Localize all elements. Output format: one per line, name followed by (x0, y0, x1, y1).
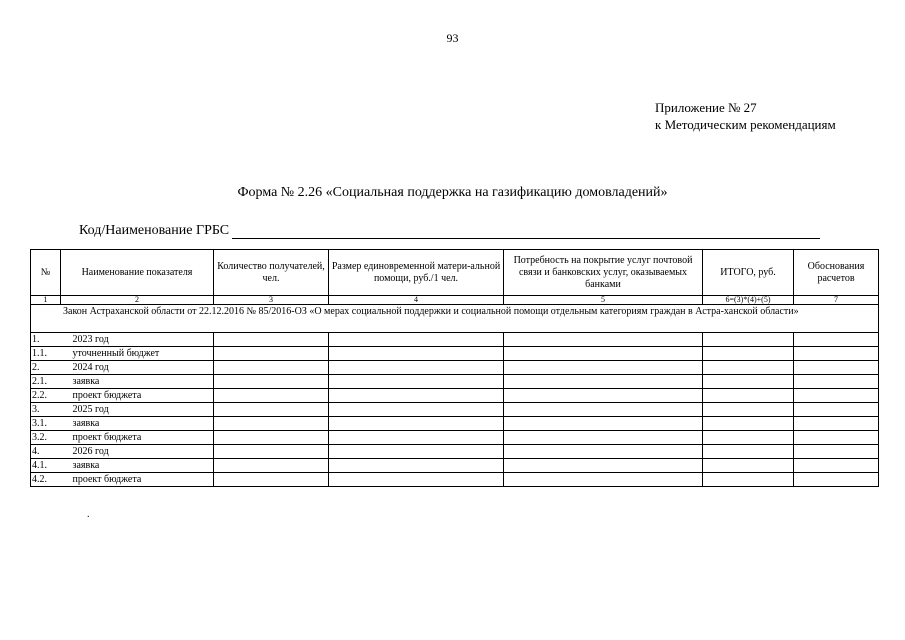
row-number: 2. (31, 361, 61, 375)
form-title: Форма № 2.26 «Социальная поддержка на газификацию домовладений» (237, 185, 668, 200)
appendix-reference (655, 99, 836, 133)
column-number: 2 (61, 296, 214, 305)
empty-cell (214, 459, 329, 473)
table-header-row (31, 250, 879, 296)
header-cell: Наименование показателя (61, 250, 214, 296)
row-name: проект бюджета (61, 389, 214, 403)
empty-cell (214, 347, 329, 361)
header-cell: ИТОГО, руб. (703, 250, 794, 296)
empty-cell (794, 417, 879, 431)
empty-cell (703, 473, 794, 487)
empty-cell (504, 445, 703, 459)
empty-cell (794, 347, 879, 361)
row-name: 2024 год (61, 361, 214, 375)
empty-cell (504, 417, 703, 431)
row-name: 2026 год (61, 445, 214, 459)
grbs-field (79, 223, 820, 239)
law-row (31, 305, 879, 333)
empty-cell (703, 389, 794, 403)
column-number: 3 (214, 296, 329, 305)
empty-cell (794, 389, 879, 403)
row-name: проект бюджета (61, 431, 214, 445)
empty-cell (794, 473, 879, 487)
empty-cell (329, 375, 504, 389)
empty-cell (214, 389, 329, 403)
empty-cell (214, 417, 329, 431)
empty-cell (794, 375, 879, 389)
empty-cell (794, 459, 879, 473)
empty-cell (794, 445, 879, 459)
empty-cell (504, 473, 703, 487)
empty-cell (504, 361, 703, 375)
empty-cell (329, 389, 504, 403)
empty-cell (329, 333, 504, 347)
empty-cell (703, 361, 794, 375)
table-row (31, 347, 879, 361)
empty-cell (214, 445, 329, 459)
row-number: 4.1. (31, 459, 61, 473)
empty-cell (214, 403, 329, 417)
table-row (31, 361, 879, 375)
row-name: 2023 год (61, 333, 214, 347)
empty-cell (504, 389, 703, 403)
empty-cell (504, 347, 703, 361)
row-name: проект бюджета (61, 473, 214, 487)
row-name: заявка (61, 417, 214, 431)
header-cell: Количество получателей, чел. (214, 250, 329, 296)
empty-cell (329, 417, 504, 431)
empty-cell (504, 403, 703, 417)
row-name: 2025 год (61, 403, 214, 417)
row-number: 1.1. (31, 347, 61, 361)
appendix-line-1: Приложение № 27 (655, 100, 757, 115)
empty-cell (214, 431, 329, 445)
row-number: 2.1. (31, 375, 61, 389)
empty-cell (329, 361, 504, 375)
row-number: 3. (31, 403, 61, 417)
footnote-mark: . (87, 509, 90, 520)
column-number-row (31, 296, 879, 305)
row-number: 3.1. (31, 417, 61, 431)
header-cell: Потребность на покрытие услуг почтовой связи и банковских услуг, оказываемых банками (504, 250, 703, 296)
empty-cell (703, 403, 794, 417)
empty-cell (329, 431, 504, 445)
empty-cell (214, 333, 329, 347)
column-number: 7 (794, 296, 879, 305)
row-number: 1. (31, 333, 61, 347)
empty-cell (329, 347, 504, 361)
row-number: 4. (31, 445, 61, 459)
empty-cell (794, 333, 879, 347)
empty-cell (214, 361, 329, 375)
empty-cell (214, 375, 329, 389)
table-row (31, 333, 879, 347)
row-name: заявка (61, 375, 214, 389)
empty-cell (504, 459, 703, 473)
appendix-line-2: к Методическим рекомендациям (655, 117, 836, 132)
empty-cell (329, 445, 504, 459)
empty-cell (703, 375, 794, 389)
empty-cell (794, 403, 879, 417)
table-row (31, 473, 879, 487)
page-number: 93 (446, 31, 459, 45)
row-name: уточненный бюджет (61, 347, 214, 361)
grbs-label: Код/Наименование ГРБС (79, 223, 230, 238)
empty-cell (329, 459, 504, 473)
law-title: Закон Астраханской области от 22.12.2016 № 85/2016-ОЗ «О мерах социальной поддержки и социальной помощи отдельным категориям граждан в Астра-ханской области» (31, 305, 879, 333)
row-number: 4.2. (31, 473, 61, 487)
column-number: 6=(3)*(4)+(5) (703, 296, 794, 305)
row-number: 2.2. (31, 389, 61, 403)
row-name: заявка (61, 459, 214, 473)
empty-cell (703, 333, 794, 347)
empty-cell (504, 375, 703, 389)
empty-cell (794, 431, 879, 445)
header-cell: Обоснования расчетов (794, 250, 879, 296)
empty-cell (703, 347, 794, 361)
form-table (30, 249, 879, 487)
table-row (31, 459, 879, 473)
empty-cell (329, 473, 504, 487)
row-number: 3.2. (31, 431, 61, 445)
grbs-fill-line (232, 224, 820, 239)
empty-cell (504, 333, 703, 347)
column-number: 5 (504, 296, 703, 305)
empty-cell (504, 431, 703, 445)
header-cell: Размер единовременной матери-альной помощи, руб./1 чел. (329, 250, 504, 296)
empty-cell (794, 361, 879, 375)
empty-cell (214, 473, 329, 487)
empty-cell (703, 459, 794, 473)
header-cell: № (31, 250, 61, 296)
table-row (31, 417, 879, 431)
empty-cell (703, 431, 794, 445)
table-row (31, 375, 879, 389)
column-number: 1 (31, 296, 61, 305)
column-number: 4 (329, 296, 504, 305)
table-row (31, 431, 879, 445)
empty-cell (703, 417, 794, 431)
table-row (31, 389, 879, 403)
empty-cell (329, 403, 504, 417)
empty-cell (703, 445, 794, 459)
table-row (31, 403, 879, 417)
table-row (31, 445, 879, 459)
